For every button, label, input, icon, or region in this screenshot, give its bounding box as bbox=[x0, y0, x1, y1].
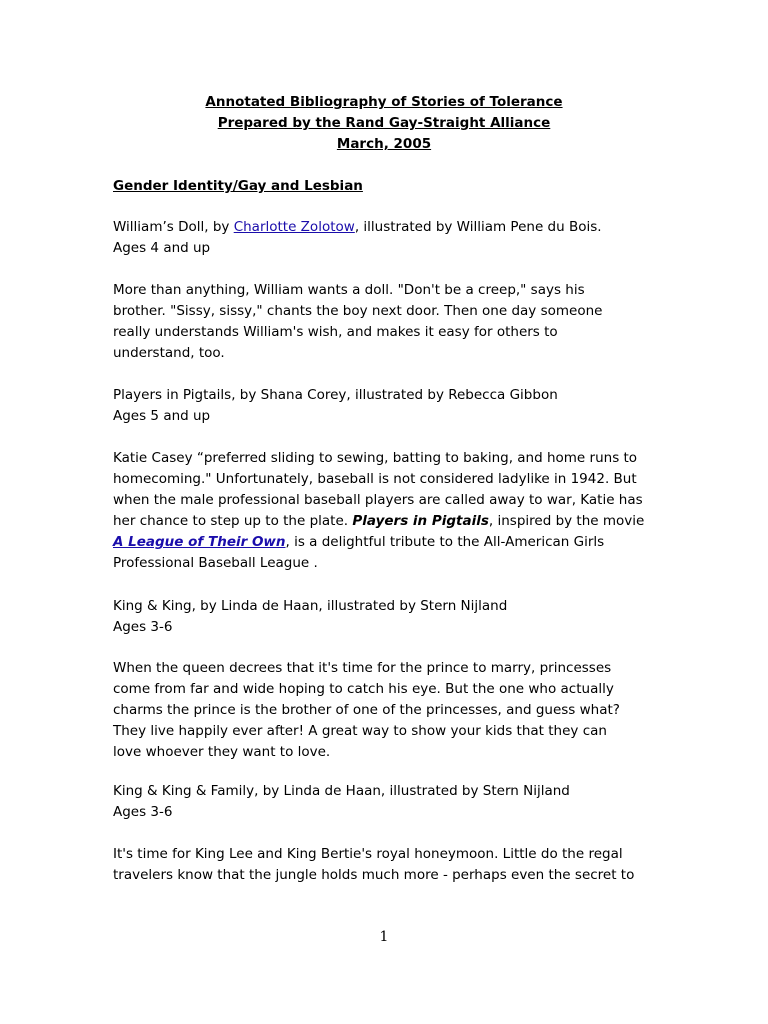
ages-text: Ages 4 and up bbox=[113, 240, 211, 256]
description-text: , is a delightful tribute to the All-American Girls bbox=[285, 534, 605, 550]
description-line: Katie Casey “preferred sliding to sewing, batting to baking, and home runs to bbox=[113, 450, 638, 466]
entry-king-and-king-family-citation bbox=[113, 781, 658, 823]
citation-line: Players in Pigtails, by Shana Corey, illustrated by Rebecca Gibbon bbox=[113, 387, 558, 403]
document-header bbox=[0, 92, 768, 155]
entry-williams-doll-description bbox=[113, 280, 658, 364]
citation-line bbox=[113, 217, 658, 238]
description-line: love whoever they want to love. bbox=[113, 744, 331, 760]
movie-link[interactable]: A League of Their Own bbox=[113, 534, 286, 550]
ages-text: Ages 3-6 bbox=[113, 619, 173, 635]
description-line: when the male professional baseball players are called away to war, Katie has bbox=[113, 492, 643, 508]
entry-king-and-king-family-description bbox=[113, 844, 658, 886]
entry-king-and-king-description bbox=[113, 658, 658, 763]
description-line: travelers know that the jungle holds much more - perhaps even the secret to bbox=[113, 867, 635, 883]
description-line: brother. "Sissy, sissy," chants the boy next door. Then one day someone bbox=[113, 303, 603, 319]
description-line: really understands William's wish, and makes it easy for others to bbox=[113, 324, 558, 340]
description-line: Professional Baseball League . bbox=[113, 555, 318, 571]
description-line: understand, too. bbox=[113, 345, 225, 361]
page-number: 1 bbox=[379, 929, 389, 945]
description-line: More than anything, William wants a doll. "Don't be a creep," says his bbox=[113, 282, 585, 298]
header-date: March, 2005 bbox=[336, 136, 432, 152]
section-title: Gender Identity/Gay and Lesbian bbox=[113, 178, 363, 194]
description-line bbox=[113, 532, 658, 553]
entry-williams-doll-citation bbox=[113, 217, 658, 259]
entry-players-in-pigtails-citation bbox=[113, 385, 658, 427]
description-line: It's time for King Lee and King Bertie's royal honeymoon. Little do the regal bbox=[113, 846, 623, 862]
citation-line: King & King, by Linda de Haan, illustrated by Stern Nijland bbox=[113, 598, 508, 614]
citation-text: William’s Doll, by bbox=[113, 219, 234, 235]
ages-text: Ages 5 and up bbox=[113, 408, 211, 424]
entry-king-and-king-citation bbox=[113, 596, 658, 638]
citation-text: , illustrated by William Pene du Bois. bbox=[354, 219, 602, 235]
book-title-emphasis: Players in Pigtails bbox=[352, 513, 489, 529]
description-text: , inspired by the movie bbox=[488, 513, 645, 529]
ages-text: Ages 3-6 bbox=[113, 804, 173, 820]
description-line: come from far and wide hoping to catch his eye. But the one who actually bbox=[113, 681, 614, 697]
description-line: When the queen decrees that it's time for the prince to marry, princesses bbox=[113, 660, 612, 676]
header-subtitle: Prepared by the Rand Gay-Straight Alliance bbox=[217, 115, 551, 131]
header-title: Annotated Bibliography of Stories of Tolerance bbox=[205, 94, 563, 110]
description-line: They live happily ever after! A great way to show your kids that they can bbox=[113, 723, 607, 739]
description-line: homecoming." Unfortunately, baseball is not considered ladylike in 1942. But bbox=[113, 471, 637, 487]
description-text: her chance to step up to the plate. bbox=[113, 513, 353, 529]
entry-players-in-pigtails-description bbox=[113, 448, 658, 574]
author-link[interactable]: Charlotte Zolotow bbox=[233, 219, 355, 235]
description-line bbox=[113, 511, 658, 532]
citation-line: King & King & Family, by Linda de Haan, illustrated by Stern Nijland bbox=[113, 783, 570, 799]
description-line: charms the prince is the brother of one of the princesses, and guess what? bbox=[113, 702, 620, 718]
